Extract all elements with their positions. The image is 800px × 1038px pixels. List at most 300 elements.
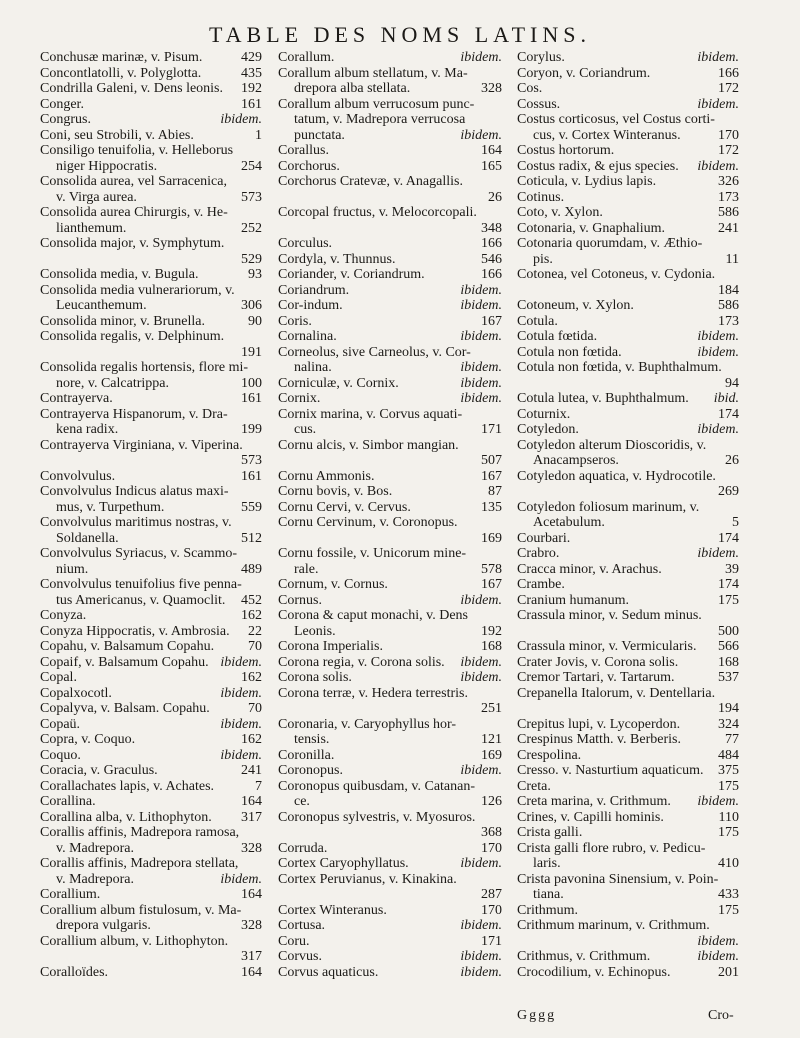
entry-text: niger Hippocratis. <box>56 158 158 174</box>
entry-line <box>40 159 262 175</box>
entry-line <box>40 701 262 717</box>
entry-text: Cornalina. <box>278 329 337 344</box>
page-reference: 87 <box>488 484 502 499</box>
entry-line <box>517 810 739 826</box>
entry-line <box>517 159 739 175</box>
page-reference: 529 <box>241 251 262 267</box>
entry-text: Cornum, v. Cornus. <box>278 577 388 592</box>
index-entry <box>278 577 502 593</box>
entry-text: Cremor Tartari, v. Tartarum. <box>517 670 675 685</box>
entry-text: Anacampseros. <box>533 453 619 468</box>
entry-text: Coronopus quibusdam, v. Catanan- <box>278 778 476 794</box>
page-reference: ibidem. <box>697 344 739 360</box>
entry-text: Creta. <box>517 778 551 794</box>
entry-text: Condrilla Galeni, v. Dens leonis. <box>40 81 224 96</box>
entry-text: Convolvulus Indicus alatus maxi- <box>40 484 229 499</box>
entry-line <box>278 66 502 82</box>
page-reference: 175 <box>718 592 739 608</box>
index-entry <box>278 872 502 903</box>
page-reference: 161 <box>241 391 262 406</box>
page-reference: ibidem. <box>697 422 739 437</box>
entry-line <box>40 422 262 438</box>
index-entry <box>40 128 262 144</box>
page-reference: 192 <box>241 81 262 96</box>
page-reference: 175 <box>718 778 739 794</box>
entry-text: Corcopal fructus, v. Melocorcopali. <box>278 205 477 220</box>
page-reference: 512 <box>241 530 262 546</box>
index-entry <box>517 267 739 298</box>
entry-text: Copra, v. Coquo. <box>40 732 136 747</box>
index-entry <box>278 50 502 66</box>
entry-text: Cresso. v. Nasturtium aquaticum. <box>517 763 704 778</box>
index-entry <box>40 965 262 981</box>
entry-line <box>278 469 502 485</box>
index-entry <box>278 438 502 469</box>
entry-line <box>278 810 502 826</box>
entry-line <box>517 531 739 547</box>
entry-line <box>517 66 739 82</box>
index-entry <box>517 639 739 655</box>
page-reference: ibidem. <box>460 50 502 65</box>
page-reference: 573 <box>241 453 262 468</box>
entry-text: Coturnix. <box>517 406 571 422</box>
index-entry <box>278 934 502 950</box>
entry-line <box>278 283 502 299</box>
entry-text: Copahu, v. Balsamum Copahu. <box>40 639 215 654</box>
page-reference: ibid. <box>713 391 739 406</box>
index-entry <box>278 717 502 748</box>
page-reference: ibidem. <box>460 949 502 964</box>
page-title: TABLE DES NOMS LATINS. <box>208 22 592 47</box>
entry-line <box>278 670 502 686</box>
page-reference: 175 <box>718 825 739 840</box>
entry-text: Conchusæ marinæ, v. Pisum. <box>40 50 203 65</box>
entry-line <box>40 934 262 950</box>
entry-text: lianthemum. <box>56 220 127 236</box>
entry-text: Crista galli flore rubro, v. Pedicu- <box>517 840 706 856</box>
entry-line <box>517 391 739 407</box>
page-reference: 328 <box>241 918 262 933</box>
page-reference: 169 <box>481 530 502 546</box>
entry-text: Coriander, v. Coriandrum. <box>278 267 425 282</box>
page-reference: 166 <box>481 267 502 282</box>
index-entry <box>278 670 502 686</box>
index-entry <box>517 577 739 593</box>
entry-line <box>278 407 502 423</box>
entry-text: Consolida aurea Chirurgis, v. He- <box>40 205 228 220</box>
entry-text: Corallum album stellatum, v. Ma- <box>278 65 468 81</box>
entry-text: Convolvulus maritimus nostras, v. <box>40 515 232 530</box>
entry-text: Costus radix, & ejus species. <box>517 158 679 174</box>
index-entry <box>278 965 502 981</box>
entry-line <box>40 50 262 66</box>
entry-line <box>517 701 739 717</box>
index-entry <box>40 639 262 655</box>
entry-text: Crithmum. <box>517 902 579 918</box>
page-reference: ibidem. <box>697 794 739 809</box>
entry-text: Cortex Winteranus. <box>278 902 387 918</box>
page-reference: ibidem. <box>460 282 502 298</box>
index-entry <box>40 794 262 810</box>
entry-line <box>517 376 739 392</box>
page-reference: ibidem. <box>460 592 502 608</box>
page-reference: 26 <box>725 453 739 468</box>
page-reference: 22 <box>248 623 262 639</box>
index-entry <box>517 422 739 438</box>
index-entry <box>517 360 739 391</box>
index-entry <box>517 298 739 314</box>
entry-line <box>40 732 262 748</box>
entry-line <box>278 345 502 361</box>
entry-line <box>517 779 739 795</box>
entry-text: Cotula. <box>517 313 558 329</box>
entry-line <box>278 531 502 547</box>
index-entry <box>40 825 262 856</box>
index-entry <box>40 174 262 205</box>
index-entry <box>517 717 739 733</box>
entry-text: Cracca minor, v. Arachus. <box>517 561 662 577</box>
index-entry <box>278 949 502 965</box>
entry-text: Corallina alba, v. Lithophyton. <box>40 809 212 825</box>
entry-text: Corallis affinis, Madrepora ramosa, <box>40 825 240 840</box>
page-reference: 135 <box>481 499 502 515</box>
entry-text: Cotyledon foliosum marinum, v. <box>517 499 700 515</box>
index-entry <box>40 329 262 360</box>
page-reference: 121 <box>481 732 502 747</box>
entry-text: Cotonea, vel Cotoneus, v. Cydonia. <box>517 267 716 282</box>
page-reference: ibidem. <box>697 949 739 964</box>
index-entry <box>278 515 502 546</box>
index-entry <box>40 407 262 438</box>
index-entry <box>517 469 739 500</box>
index-entry <box>40 577 262 608</box>
entry-text: Coronopus. <box>278 763 343 778</box>
entry-line <box>517 918 739 934</box>
entry-line <box>517 112 739 128</box>
entry-text: Coni, seu Strobili, v. Abies. <box>40 127 194 143</box>
index-entry <box>278 779 502 810</box>
entry-line <box>517 97 739 113</box>
entry-line <box>40 469 262 485</box>
index-entry <box>278 391 502 407</box>
page-reference: 199 <box>241 422 262 437</box>
index-entry <box>40 655 262 671</box>
entry-line <box>517 577 739 593</box>
entry-text: Cotyledon alterum Dioscoridis, v. <box>517 437 707 453</box>
page-reference: ibidem. <box>460 856 502 871</box>
entry-text: Crepanella Italorum, v. Dentellaria. <box>517 685 716 701</box>
entry-text: rale. <box>294 561 319 577</box>
index-entry <box>40 314 262 330</box>
index-entry <box>40 438 262 469</box>
entry-line <box>517 283 739 299</box>
entry-text: Cotyledon. <box>517 422 579 437</box>
page-reference: 162 <box>241 670 262 685</box>
signature-mark: Gggg <box>517 1008 557 1023</box>
page-reference: 328 <box>481 81 502 96</box>
column-3 <box>517 50 739 980</box>
entry-line <box>517 469 739 485</box>
page-reference: 306 <box>241 298 262 313</box>
entry-text: Coronilla. <box>278 747 335 763</box>
entry-line <box>278 453 502 469</box>
index-entry <box>278 159 502 175</box>
index-entry <box>278 856 502 872</box>
index-entry <box>517 763 739 779</box>
page-reference: 172 <box>718 81 739 96</box>
entry-line <box>40 608 262 624</box>
page-reference: 110 <box>718 809 739 825</box>
page-reference: ibidem. <box>460 654 502 670</box>
entry-line <box>40 965 262 981</box>
page-reference: 168 <box>481 639 502 654</box>
page-reference: 26 <box>488 189 502 205</box>
page-reference: 252 <box>241 220 262 236</box>
entry-text: Costus hortorum. <box>517 143 615 158</box>
page-reference: 586 <box>718 205 739 220</box>
page-reference: 326 <box>718 174 739 189</box>
entry-line <box>278 686 502 702</box>
entry-text: Cornu bovis, v. Bos. <box>278 484 393 499</box>
page-reference: 170 <box>481 840 502 856</box>
page-reference: 170 <box>718 127 739 143</box>
entry-line <box>517 314 739 330</box>
entry-line <box>278 794 502 810</box>
index-entry <box>517 500 739 531</box>
entry-text: Convolvulus Syriacus, v. Scammo- <box>40 546 238 561</box>
page-reference: ibidem. <box>460 360 502 375</box>
entry-text: Conyza Hippocratis, v. Ambrosia. <box>40 623 230 639</box>
entry-text: Crespolina. <box>517 747 582 763</box>
entry-line <box>278 112 502 128</box>
entry-line <box>40 407 262 423</box>
index-entry <box>40 66 262 82</box>
entry-line <box>278 841 502 857</box>
entry-line <box>278 717 502 733</box>
entry-text: Corallium album fistulosum, v. Ma- <box>40 902 242 918</box>
entry-text: Cornus. <box>278 592 322 608</box>
page-reference: 375 <box>718 763 739 778</box>
entry-line <box>40 686 262 702</box>
entry-line <box>278 128 502 144</box>
entry-text: Consolida regalis hortensis, flore mi- <box>40 360 249 375</box>
entry-text: Crithmus, v. Crithmum. <box>517 949 651 964</box>
entry-line <box>278 143 502 159</box>
entry-text: tatum, v. Madrepora verrucosa <box>294 112 466 127</box>
entry-line <box>40 484 262 500</box>
page-reference: 70 <box>248 639 262 654</box>
page-reference: 254 <box>241 158 262 174</box>
entry-text: tensis. <box>294 732 330 747</box>
index-entry <box>517 655 739 671</box>
index-entry <box>517 531 739 547</box>
entry-line <box>40 670 262 686</box>
index-entry <box>278 484 502 500</box>
page-reference: ibidem. <box>220 871 262 887</box>
page-reference: 173 <box>718 189 739 205</box>
entry-text: tus Americanus, v. Quamoclit. <box>56 592 226 608</box>
entry-text: Copalxocotl. <box>40 685 112 701</box>
index-entry <box>278 500 502 516</box>
index-entry <box>278 639 502 655</box>
entry-text: Corculus. <box>278 236 333 251</box>
page-reference: ibidem. <box>697 50 739 65</box>
page-reference: 172 <box>718 143 739 158</box>
page-reference: 429 <box>241 50 262 65</box>
page-reference: 452 <box>241 592 262 608</box>
entry-line <box>278 360 502 376</box>
entry-line <box>278 500 502 516</box>
entry-text: Coronopus sylvestris, v. Myosuros. <box>278 809 476 825</box>
page-reference: 174 <box>718 530 739 546</box>
entry-text: punctata. <box>294 127 345 143</box>
entry-text: drepora vulgaris. <box>56 918 151 933</box>
page-reference: ibidem. <box>220 685 262 701</box>
index-entry <box>278 546 502 577</box>
entry-line <box>40 546 262 562</box>
index-entry <box>278 841 502 857</box>
entry-text: Consolida media vulnerariorum, v. <box>40 282 235 298</box>
entry-text: Cortex Caryophyllatus. <box>278 856 409 871</box>
entry-line <box>278 298 502 314</box>
entry-line <box>278 949 502 965</box>
index-entry <box>517 608 739 639</box>
index-entry <box>517 236 739 267</box>
index-entry <box>278 174 502 205</box>
entry-line <box>517 717 739 733</box>
entry-line <box>40 453 262 469</box>
entry-line <box>40 97 262 113</box>
page-reference: 161 <box>241 468 262 484</box>
index-entry <box>40 515 262 546</box>
entry-line <box>40 314 262 330</box>
page-reference: 173 <box>718 313 739 329</box>
entry-line <box>517 593 739 609</box>
index-entry <box>278 376 502 392</box>
page-reference: 93 <box>248 267 262 282</box>
entry-line <box>40 283 262 299</box>
entry-line <box>278 748 502 764</box>
entry-text: Consolida minor, v. Brunella. <box>40 313 205 329</box>
index-entry <box>517 97 739 113</box>
index-entry <box>40 236 262 267</box>
entry-line <box>278 856 502 872</box>
entry-line <box>517 670 739 686</box>
page-reference: ibidem. <box>460 298 502 313</box>
entry-text: Contrayerva Virginiana, v. Viperina. <box>40 437 243 453</box>
page-reference: ibidem. <box>460 670 502 685</box>
page-reference: 368 <box>481 825 502 840</box>
entry-text: Crithmum marinum, v. Crithmum. <box>517 918 710 933</box>
entry-line <box>278 438 502 454</box>
entry-line <box>40 221 262 237</box>
entry-text: nium. <box>56 561 89 577</box>
entry-line <box>278 562 502 578</box>
page-reference: 433 <box>718 887 739 902</box>
page-reference: 507 <box>481 453 502 468</box>
entry-text: Contrayerva Hispanorum, v. Dra- <box>40 406 228 422</box>
entry-line <box>278 655 502 671</box>
page-reference: 94 <box>725 375 739 391</box>
entry-text: nalina. <box>294 360 332 375</box>
page-reference: 317 <box>241 809 262 825</box>
index-entry <box>40 267 262 283</box>
entry-text: Coru. <box>278 933 310 949</box>
index-entry <box>40 624 262 640</box>
page-reference: 100 <box>241 375 262 391</box>
entry-line <box>278 903 502 919</box>
page-reference: 484 <box>718 747 739 763</box>
entry-text: Crista galli. <box>517 825 583 840</box>
index-entry <box>278 252 502 268</box>
entry-line <box>278 484 502 500</box>
entry-line <box>517 484 739 500</box>
entry-text: Coriandrum. <box>278 282 350 298</box>
index-entry <box>517 438 739 469</box>
page-reference: 171 <box>481 422 502 437</box>
index-entry <box>517 143 739 159</box>
page-reference: 167 <box>481 577 502 592</box>
entry-line <box>40 949 262 965</box>
entry-text: kena radix. <box>56 422 119 437</box>
entry-line <box>40 376 262 392</box>
index-entry <box>278 593 502 609</box>
index-entry <box>517 205 739 221</box>
index-entry <box>278 236 502 252</box>
entry-line <box>517 825 739 841</box>
page-reference: 161 <box>241 96 262 112</box>
entry-line <box>517 298 739 314</box>
entry-line <box>278 174 502 190</box>
entry-line <box>40 112 262 128</box>
entry-text: Costus corticosus, vel Costus corti- <box>517 112 715 127</box>
page-reference: 537 <box>718 670 739 685</box>
entry-text: v. Madrepora. <box>56 840 135 856</box>
page-reference: ibidem. <box>697 158 739 174</box>
entry-line <box>517 205 739 221</box>
entry-text: Cranium humanum. <box>517 592 629 608</box>
page-reference: 435 <box>241 65 262 81</box>
index-entry <box>517 562 739 578</box>
entry-line <box>40 624 262 640</box>
entry-text: Cotinus. <box>517 189 565 205</box>
index-entry <box>278 97 502 144</box>
page-reference: 7 <box>255 778 262 794</box>
entry-line <box>517 887 739 903</box>
entry-line <box>517 267 739 283</box>
index-entry <box>40 546 262 577</box>
entry-line <box>40 298 262 314</box>
entry-line <box>40 391 262 407</box>
entry-line <box>40 267 262 283</box>
entry-text: drepora alba stellata. <box>294 81 411 96</box>
page-reference: 175 <box>718 902 739 918</box>
entry-text: Corallina. <box>40 794 96 809</box>
page-reference: 170 <box>481 902 502 918</box>
page-reference: 164 <box>481 143 502 158</box>
page-reference: 559 <box>241 499 262 515</box>
entry-line <box>517 329 739 345</box>
entry-text: Corvus aquaticus. <box>278 964 379 980</box>
entry-text: Coralloïdes. <box>40 964 109 980</box>
page-reference: 328 <box>241 840 262 856</box>
page-reference: 171 <box>481 933 502 949</box>
entry-line <box>40 562 262 578</box>
index-entry <box>517 965 739 981</box>
entry-line <box>517 794 739 810</box>
page-reference: 167 <box>481 313 502 329</box>
page-reference: ibidem. <box>220 747 262 763</box>
